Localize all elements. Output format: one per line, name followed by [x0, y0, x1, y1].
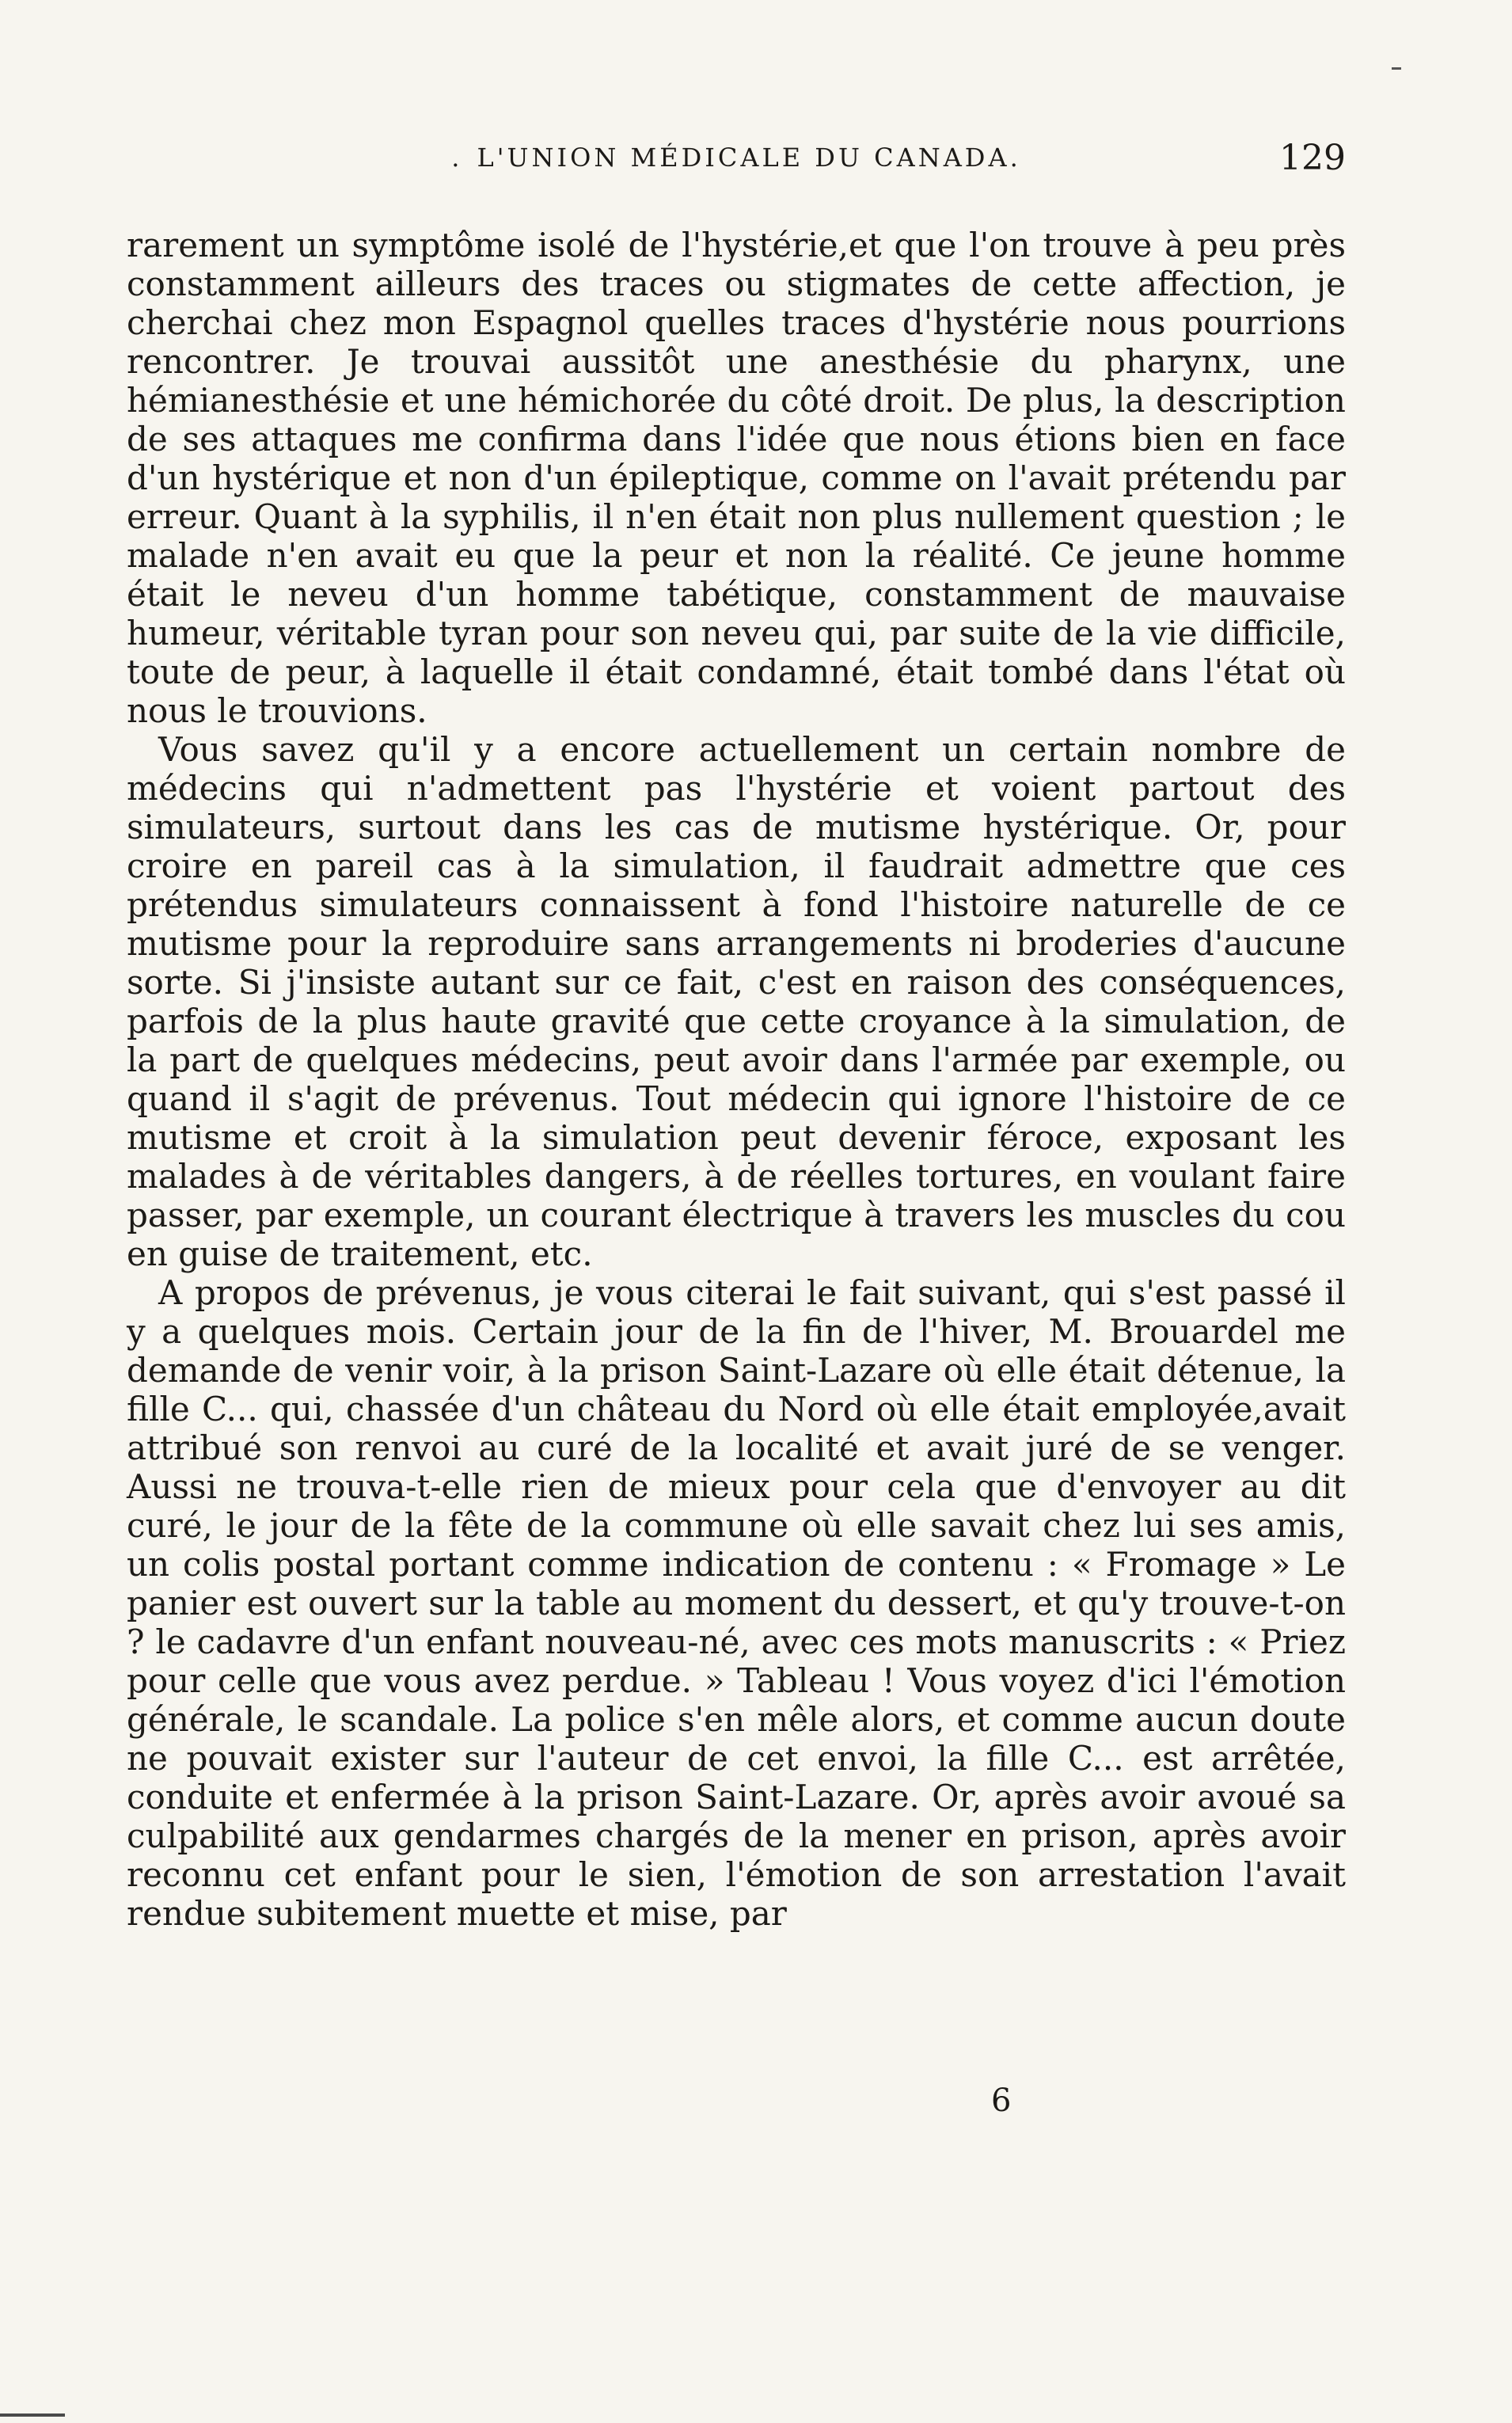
- paragraph-1: rarement un symptôme isolé de l'hystérie,et que l'on trouve à peu près constamment ailleurs des traces ou stigmates de cette affection, je cherchai chez mon Espagnol quelles traces d'hystérie nous pourrions rencontrer. Je trouvai aussitôt une anesthésie du pharynx, une hémianesthésie et une hémichorée du côté droit. De plus, la description de ses attaques me confirma dans l'idée que nous étions bien en face d'un hystérique et non d'un épileptique, comme on l'avait prétendu par erreur. Quant à la syphilis, il n'en était non plus nullement question ; le malade n'en avait eu que la peur et non la réalité. Ce jeune homme était le neveu d'un homme tabétique, constamment de mauvaise humeur, véritable tyran pour son neveu qui, par suite de la vie difficile, toute de peur, à laquelle il était condamné, était tombé dans l'état où nous le trouvions.: [127, 226, 1346, 730]
- page-header: [127, 138, 1346, 198]
- corner-mark: [1392, 67, 1401, 70]
- page-number: 129: [1279, 138, 1346, 178]
- signature-mark: 6: [991, 2083, 1012, 2119]
- running-title-text: L'UNION MÉDICALE DU CANADA.: [477, 143, 1021, 173]
- bottom-edge-rule: [0, 2413, 65, 2417]
- paragraph-2: Vous savez qu'il y a encore actuellement un certain nombre de médecins qui n'admettent pas l'hystérie et voient partout des simulateurs, surtout dans les cas de mutisme hystérique. Or, pour croire en pareil cas à la simulation, il faudrait admettre que ces prétendus simulateurs connaissent à fond l'histoire naturelle de ce mutisme pour la reproduire sans arrangements ni broderies d'aucune sorte. Si j'insiste autant sur ce fait, c'est en raison des conséquences, parfois de la plus haute gravité que cette croyance à la simulation, de la part de quelques médecins, peut avoir dans l'armée par exemple, ou quand il s'agit de prévenus. Tout médecin qui ignore l'histoire de ce mutisme et croit à la simulation peut devenir féroce, exposant les malades à de véritables dangers, à de réelles tortures, en voulant faire passer, par exemple, un courant électrique à travers les muscles du cou en guise de traitement, etc.: [127, 730, 1346, 1273]
- paragraph-3: A propos de prévenus, je vous citerai le fait suivant, qui s'est passé il y a quelques mois. Certain jour de la fin de l'hiver, M. Brouardel me demande de venir voir, à la prison Saint-Lazare où elle était détenue, la fille C... qui, chassée d'un château du Nord où elle était employée,avait attribué son renvoi au curé de la localité et avait juré de se venger. Aussi ne trouva-t-elle rien de mieux pour cela que d'envoyer au dit curé, le jour de la fête de la commune où elle savait chez lui ses amis, un colis postal portant comme indication de contenu : « Fromage » Le panier est ouvert sur la table au moment du dessert, et qu'y trouve-t-on ? le cadavre d'un enfant nouveau-né, avec ces mots manuscrits : « Priez pour celle que vous avez perdue. » Tableau ! Vous voyez d'ici l'émotion générale, le scandale. La police s'en mêle alors, et comme aucun doute ne pouvait exister sur l'auteur de cet envoi, la fille C... est arrêtée, conduite et enfermée à la prison Saint-Lazare. Or, après avoir avoué sa culpabilité aux gendarmes chargés de la mener en prison, après avoir reconnu cet enfant pour le sien, l'émotion de son arrestation l'avait rendue subitement muette et mise, par: [127, 1273, 1346, 1933]
- body-text: [127, 226, 1346, 1933]
- running-title: [127, 143, 1346, 173]
- leading-mark: .: [451, 143, 463, 173]
